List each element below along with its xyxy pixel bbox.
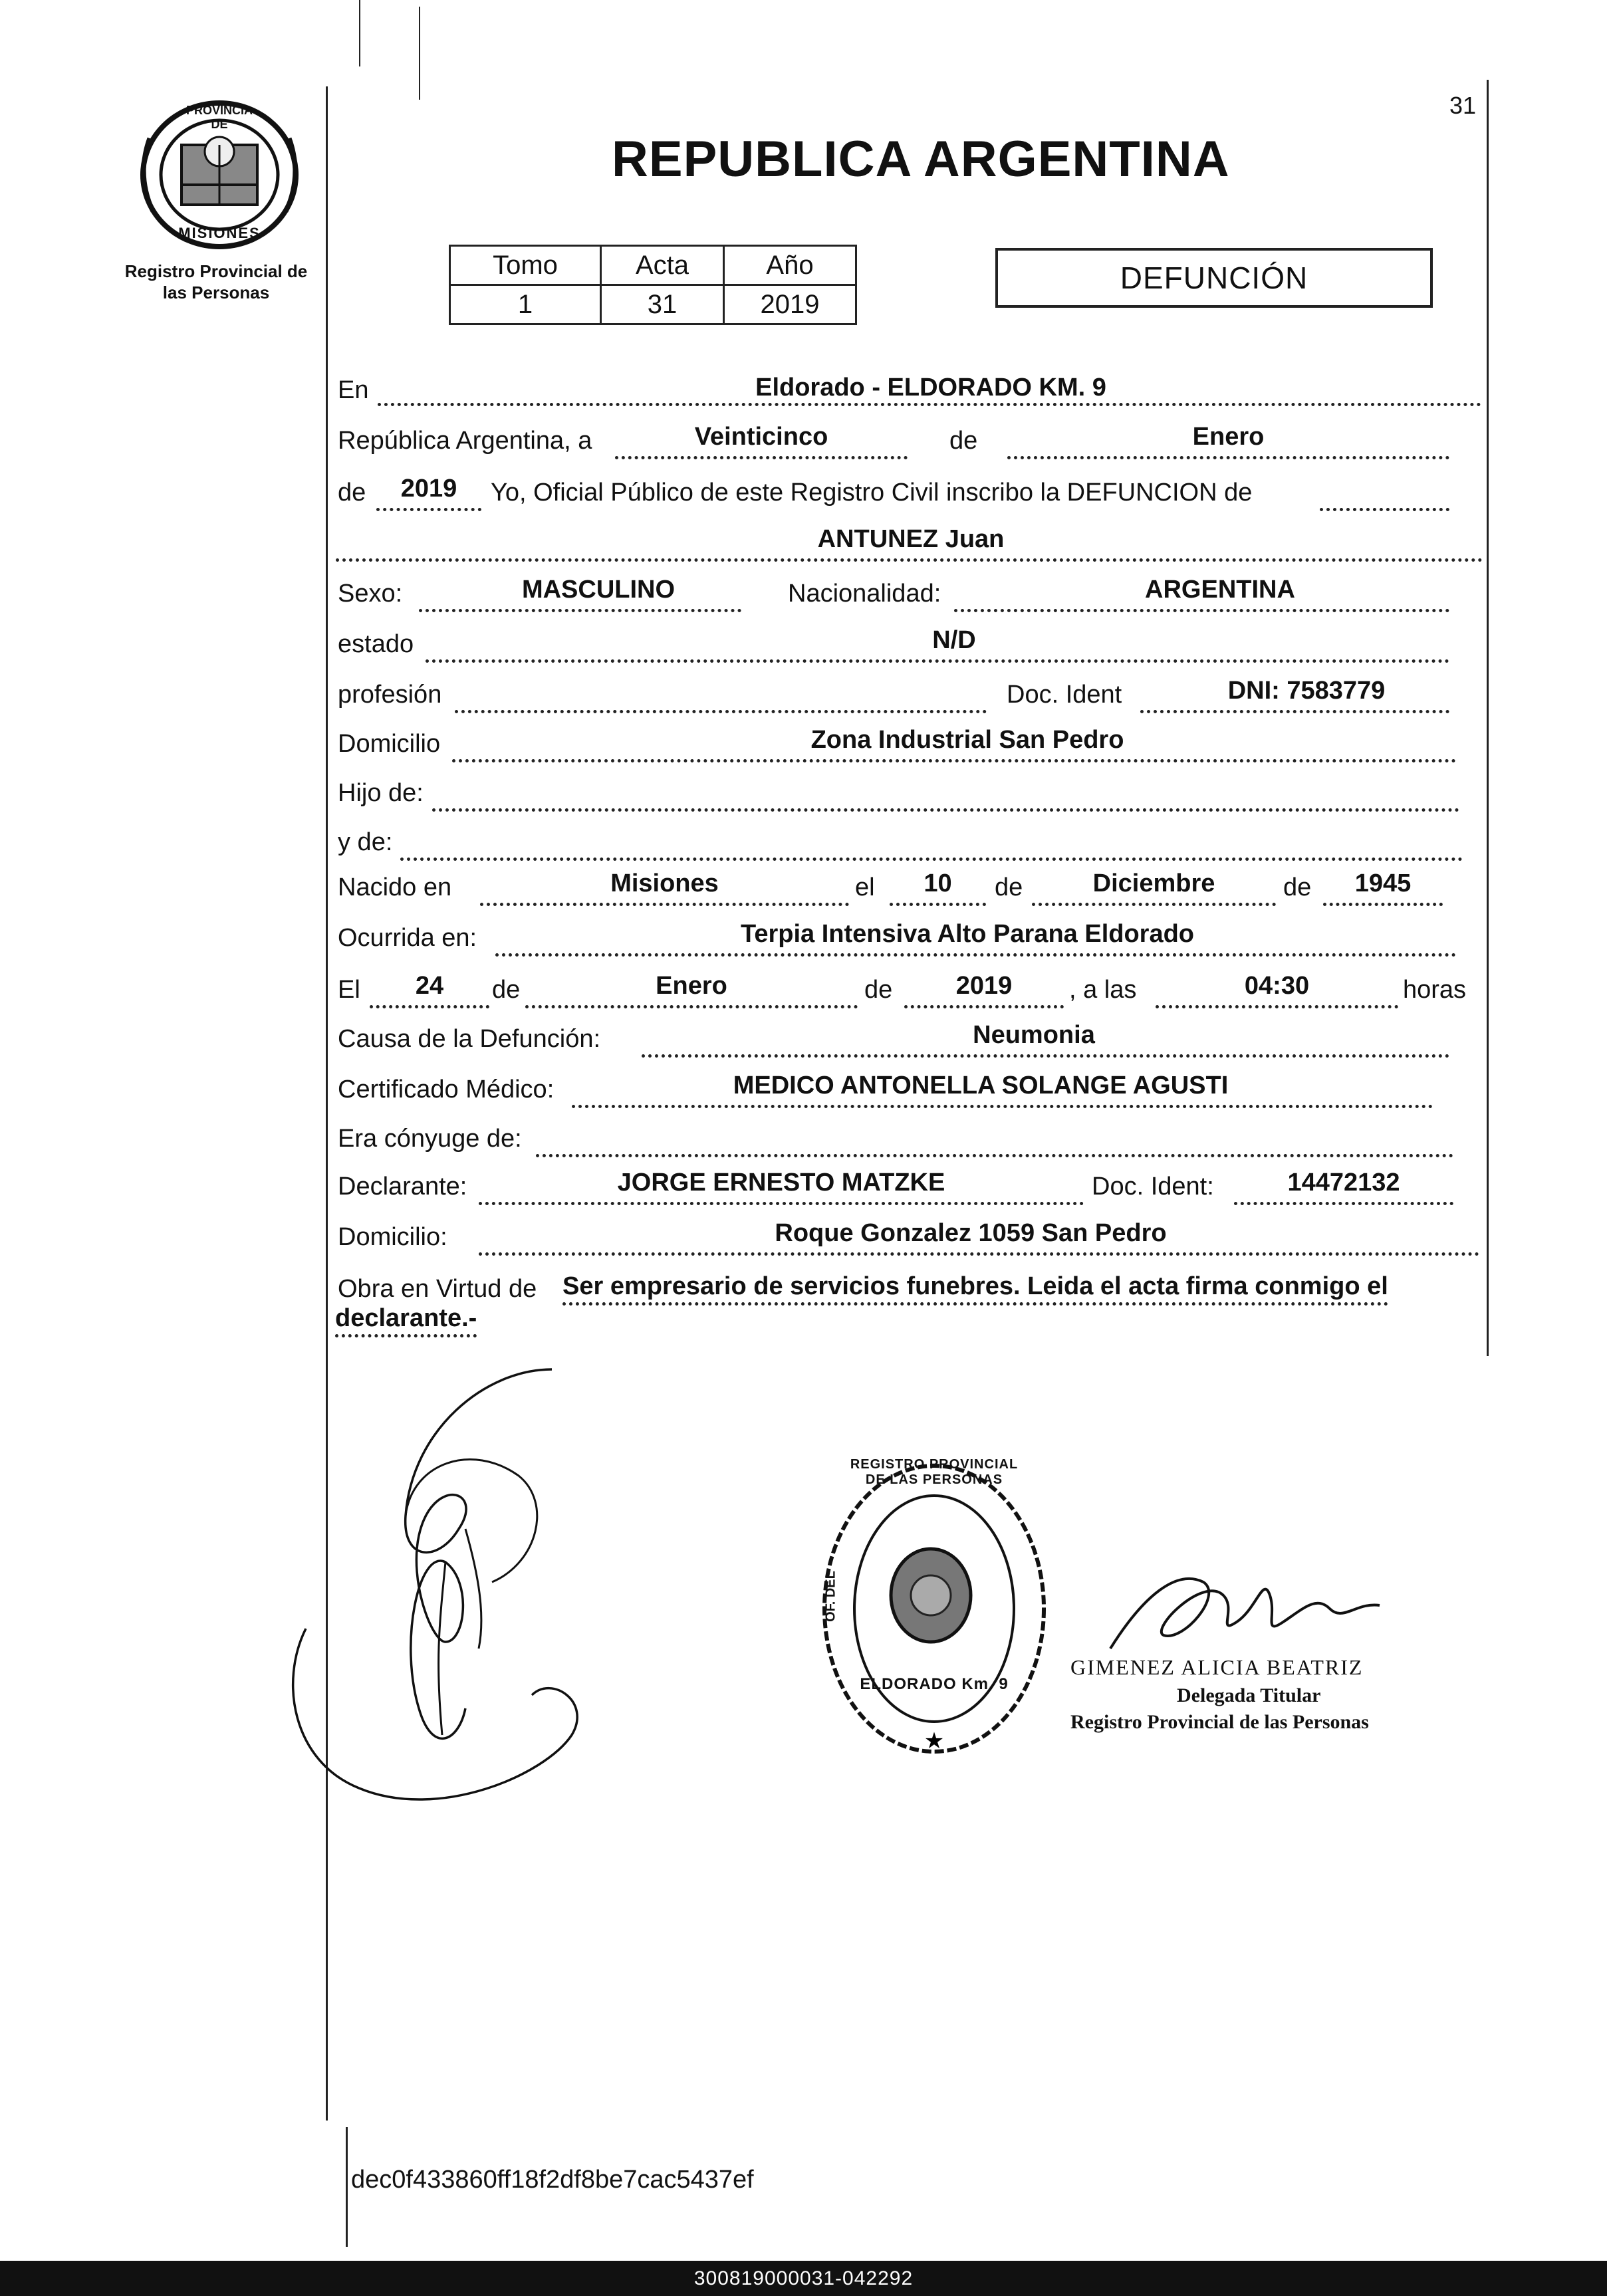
nac-anio-dots (1323, 903, 1443, 906)
top-mark-1 (359, 0, 360, 66)
mes-value: Enero (1192, 423, 1265, 451)
yo-dots (1320, 508, 1449, 511)
declarante-label: Declarante: (338, 1173, 467, 1201)
horas-label: horas (1403, 976, 1467, 1004)
official-signature-scribble (1104, 1555, 1383, 1655)
de-label-4: de (1283, 873, 1312, 901)
page-number: 31 (1449, 92, 1477, 119)
estado-dots (426, 659, 1449, 663)
def-dia-value: 24 (415, 972, 444, 1000)
docident2-dots (1234, 1202, 1453, 1205)
anio-dots (376, 508, 481, 511)
nac-anio-value: 1945 (1354, 869, 1412, 897)
def-mes-dots (525, 1005, 858, 1008)
nac-dia-value: 10 (924, 869, 952, 897)
document-hash: dec0f433860ff18f2df8be7cac5437ef (351, 2166, 754, 2194)
mes-dots (1007, 456, 1449, 459)
left-margin-line (326, 86, 328, 2121)
causa-value: Neumonia (973, 1021, 1095, 1049)
seal-text-bottom: MISIONES (178, 225, 261, 241)
tomo-value: 1 (450, 285, 601, 324)
stamp-outer-text: REGISTRO PROVINCIAL DE LAS PERSONAS (850, 1457, 1019, 1487)
declarante-value: JORGE ERNESTO MATZKE (617, 1169, 945, 1197)
obra-value-line1: Ser empresario de servicios funebres. Leida el acta firma conmigo el (562, 1272, 1388, 1306)
certificado-value: MEDICO ANTONELLA SOLANGE AGUSTI (733, 1072, 1229, 1099)
causa-dots (642, 1054, 1449, 1058)
ocurrida-value: Terpia Intensiva Alto Parana Eldorado (740, 920, 1195, 948)
yde-dots (400, 858, 1463, 861)
domicilio2-value: Roque Gonzalez 1059 San Pedro (775, 1219, 1167, 1247)
page-title: REPUBLICA ARGENTINA (612, 131, 1230, 187)
svg-text:★: ★ (924, 1729, 945, 1754)
dia-dots (615, 456, 908, 459)
en-dots (378, 403, 1481, 406)
registry-line1: Registro Provincial de (124, 261, 308, 281)
republica-label: República Argentina, a (338, 427, 592, 455)
nacionalidad-dots (954, 609, 1449, 612)
nacido-value: Misiones (610, 869, 719, 897)
acta-value: 31 (601, 285, 724, 324)
declarant-signature (266, 1363, 598, 1815)
en-value: Eldorado - ELDORADO KM. 9 (755, 374, 1106, 402)
estado-value: N/D (932, 626, 976, 654)
nombre-dots (336, 558, 1483, 562)
docident-label: Doc. Ident (1007, 681, 1122, 709)
official-role: Delegada Titular (1177, 1684, 1321, 1706)
ano-value: 2019 (724, 285, 856, 324)
obra-value-line2: declarante.- (335, 1304, 477, 1337)
nac-dia-dots (890, 903, 986, 906)
tomo-header: Tomo (450, 246, 601, 285)
declarant-signature-scribble (266, 1363, 598, 1815)
sexo-dots (419, 609, 741, 612)
sexo-label: Sexo: (338, 580, 403, 608)
stamp-circle-icon (818, 1456, 1051, 1762)
deceased-name: ANTUNEZ Juan (817, 525, 1005, 553)
obra-label: Obra en Virtud de (338, 1275, 537, 1303)
certificado-dots (572, 1105, 1433, 1108)
hijo-label: Hijo de: (338, 779, 424, 807)
domicilio-label: Domicilio (338, 730, 441, 758)
el-label: el (855, 873, 875, 901)
el-label-2: El (338, 976, 360, 1004)
right-margin-line (1487, 80, 1489, 1356)
stamp-left-text: OF. DEL (823, 1571, 838, 1622)
yde-label: y de: (338, 828, 393, 856)
yo-text: Yo, Oficial Público de este Registro Civil inscribo la DEFUNCION de (491, 479, 1253, 507)
declarante-dots (479, 1202, 1084, 1205)
de-label-2: de (338, 479, 366, 507)
domicilio2-label: Domicilio: (338, 1223, 447, 1251)
causa-label: Causa de la Defunción: (338, 1025, 601, 1053)
nacido-label: Nacido en (338, 873, 452, 901)
nacionalidad-value: ARGENTINA (1145, 576, 1295, 604)
def-mes-value: Enero (656, 972, 727, 1000)
nacionalidad-label: Nacionalidad: (788, 580, 941, 608)
de-label-3: de (995, 873, 1023, 901)
acta-header: Acta (601, 246, 724, 285)
tomo-acta-ano-table (449, 245, 857, 325)
official-signature (1104, 1555, 1383, 1655)
anio-value: 2019 (400, 475, 457, 503)
official-org: Registro Provincial de las Personas (1070, 1711, 1369, 1733)
registry-line2: las Personas (162, 283, 270, 302)
alas-label: , a las (1069, 976, 1137, 1004)
nacido-dots (480, 903, 849, 906)
docident-value: DNI: 7583779 (1227, 677, 1386, 705)
hora-value: 04:30 (1244, 972, 1310, 1000)
docident2-value: 14472132 (1287, 1169, 1400, 1197)
barcode-footer: 300819000031-042292 (0, 2261, 1607, 2296)
domicilio-dots (452, 759, 1456, 762)
stamp-inner-text: ELDORADO Km. 9 (860, 1675, 1009, 1693)
domicilio-value: Zona Industrial San Pedro (810, 726, 1124, 754)
en-label: En (338, 376, 369, 404)
docident-dots (1140, 710, 1449, 713)
ano-header: Año (724, 246, 856, 285)
hijo-dots (432, 808, 1459, 812)
docident2-label: Doc. Ident: (1092, 1173, 1214, 1201)
sexo-value: MASCULINO (521, 576, 676, 604)
top-mark-2 (419, 7, 420, 100)
domicilio2-dots (479, 1252, 1479, 1256)
conyuge-label: Era cónyuge de: (338, 1125, 522, 1153)
profesion-label: profesión (338, 681, 442, 709)
ocurrida-label: Ocurrida en: (338, 924, 477, 952)
hora-dots (1156, 1005, 1398, 1008)
conyuge-dots (536, 1154, 1453, 1157)
seal-text-top: PROVINCIA DE (185, 104, 253, 131)
official-name: GIMENEZ ALICIA BEATRIZ (1070, 1655, 1364, 1679)
left-margin-line-lower (346, 2127, 348, 2247)
province-seal (130, 98, 309, 251)
nac-mes-dots (1032, 903, 1276, 906)
document-type-box: DEFUNCIÓN (995, 248, 1433, 308)
de-label-6: de (864, 976, 893, 1004)
nac-mes-value: Diciembre (1092, 869, 1215, 897)
certificado-label: Certificado Médico: (338, 1076, 555, 1103)
dia-value: Veinticinco (694, 423, 828, 451)
profesion-dots (455, 710, 987, 713)
official-stamp (818, 1456, 1051, 1762)
ocurrida-dots (495, 953, 1456, 957)
def-anio-dots (904, 1005, 1064, 1008)
registry-name (106, 261, 326, 303)
de-label-1: de (949, 427, 978, 455)
def-anio-value: 2019 (955, 972, 1013, 1000)
estado-label: estado (338, 630, 414, 658)
de-label-5: de (492, 976, 521, 1004)
def-dia-dots (370, 1005, 489, 1008)
